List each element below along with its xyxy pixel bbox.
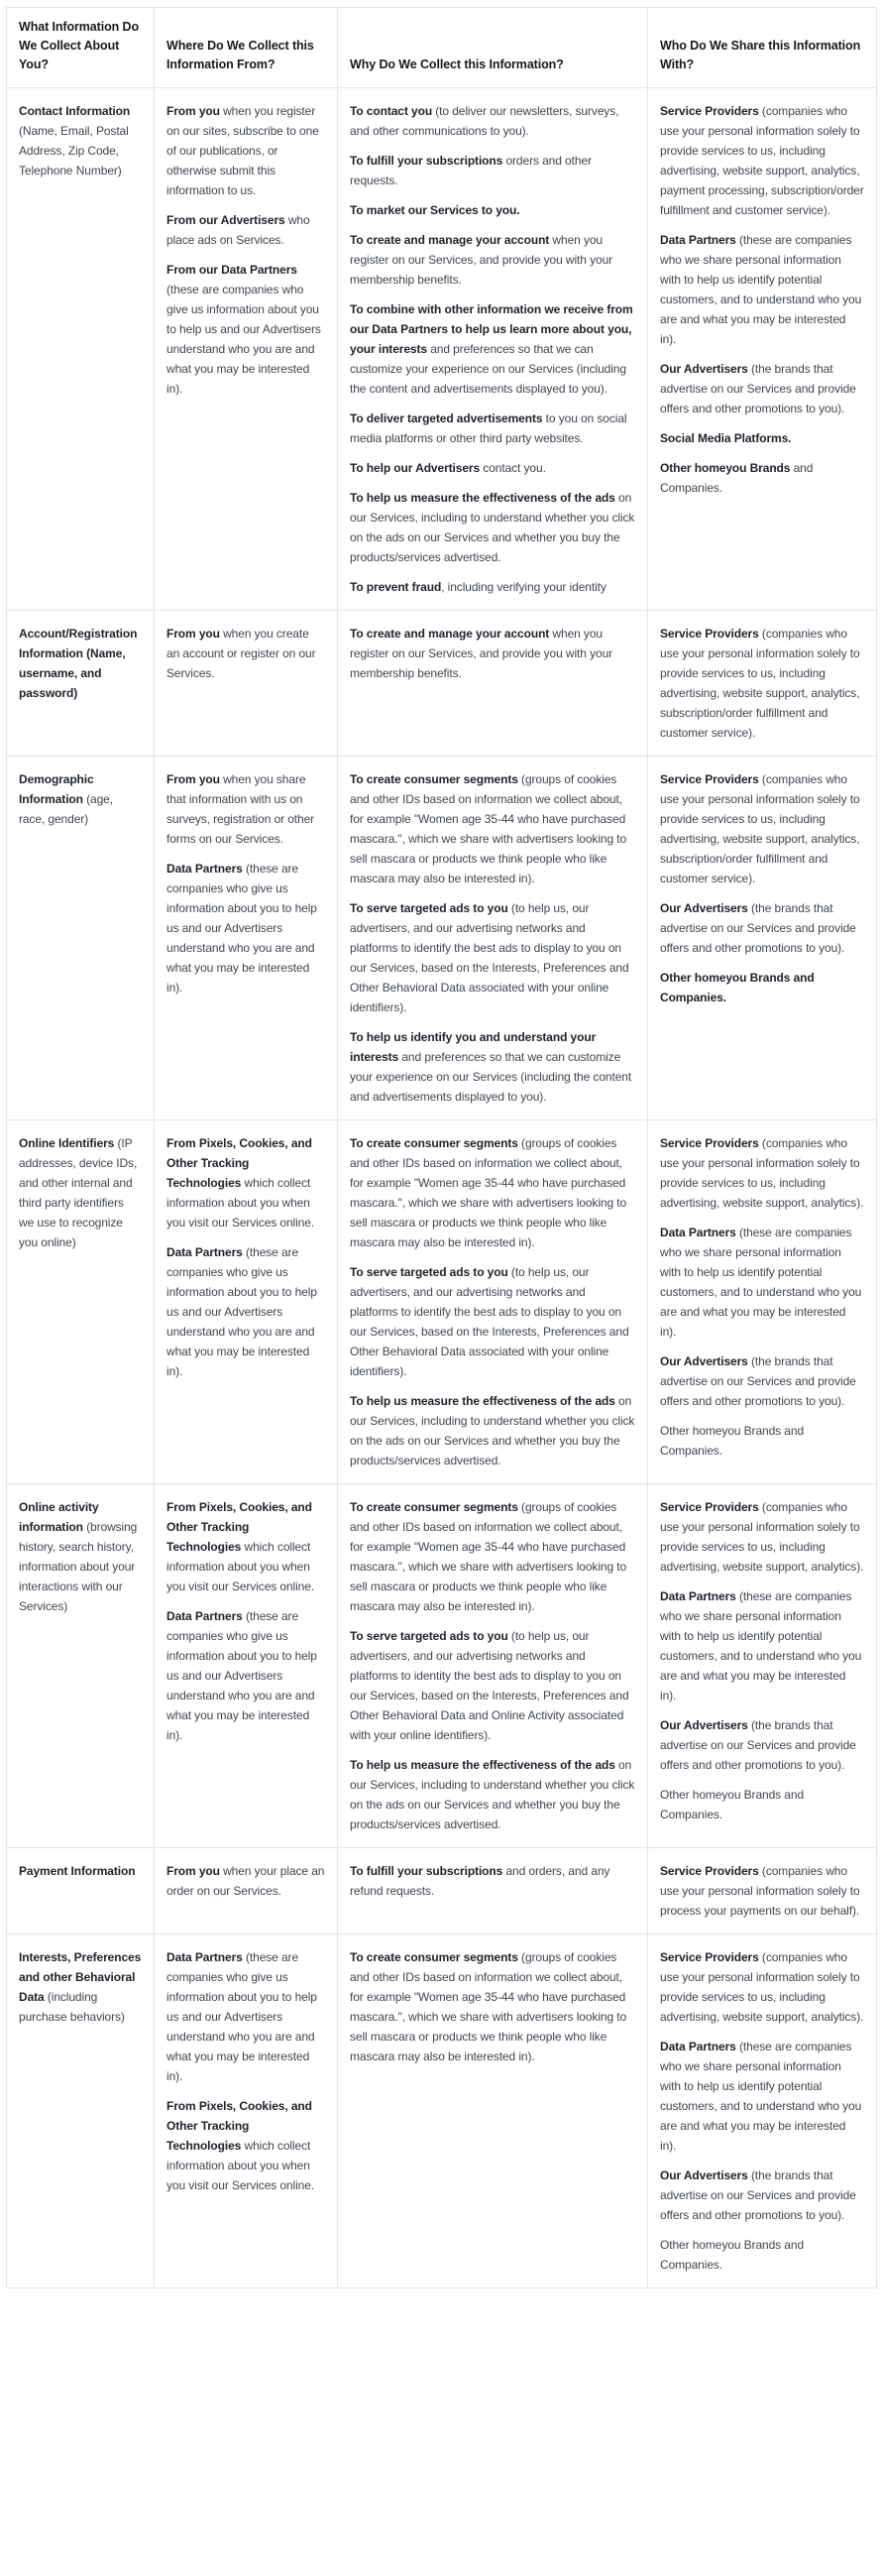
text-run: (to help us, our advertisers, and our advertising networks and platforms to identify the best ads to display to you on our Services, based on the Interests, Preferences and Other Behavioral Data associated with your online identifiers). bbox=[350, 1265, 629, 1378]
bold-text-run: To deliver targeted advertisements bbox=[350, 411, 543, 425]
column-header-who-we-share-with: Who Do We Share this Information With? bbox=[648, 8, 877, 88]
bold-text-run: Service Providers bbox=[660, 1950, 759, 1964]
shared-with-cell bbox=[648, 88, 877, 611]
cell-paragraph bbox=[660, 1497, 864, 1577]
data-collection-table bbox=[6, 7, 877, 2288]
cell-paragraph bbox=[350, 1626, 635, 1745]
bold-text-run: To help us identify you and understand your interests bbox=[350, 1030, 597, 1064]
cell-paragraph bbox=[350, 458, 635, 478]
bold-text-run: From you bbox=[166, 627, 220, 641]
bold-text-run: Service Providers bbox=[660, 1864, 759, 1878]
bold-text-run: Account/Registration Information (Name, username, and password) bbox=[19, 627, 138, 700]
bold-text-run: From Pixels, Cookies, and Other Tracking Technologies bbox=[166, 1136, 312, 1190]
cell-paragraph bbox=[19, 624, 142, 703]
bold-text-run: Data Partners bbox=[660, 1589, 736, 1603]
bold-text-run: Contact Information bbox=[19, 104, 131, 118]
text-run: (companies who use your personal information solely to provide services to us, including advertising, website support, analytics). bbox=[660, 1500, 864, 1574]
bold-text-run: Service Providers bbox=[660, 627, 759, 641]
purpose-cell bbox=[338, 1120, 648, 1484]
cell-paragraph bbox=[166, 1242, 325, 1381]
cell-paragraph bbox=[166, 1497, 325, 1596]
cell-paragraph bbox=[660, 230, 864, 349]
text-run: (groups of cookies and other IDs based on information we collect about, for example "Women age 35-44 who have purchased mascara.", which we share with advertisers looking to sell mascara or products we think people who like mascara may also be interested in). bbox=[350, 1950, 627, 2063]
column-header-why-we-collect: Why Do We Collect this Information? bbox=[338, 8, 648, 88]
cell-paragraph bbox=[350, 101, 635, 141]
text-run: (companies who use your personal information solely to provide services to us, including advertising, website support, analytics). bbox=[660, 1136, 864, 1210]
text-run: (these are companies who give us information about you to help us and our Advertisers understand who you are and what you may be interested in). bbox=[166, 862, 317, 995]
cell-paragraph bbox=[660, 2235, 864, 2275]
text-run: (these are companies who we share personal information with to help us identify potential customers, and to understand who you are and what you may be interested in). bbox=[660, 1589, 862, 1702]
text-run: on our Services, including to understand whether you click on the ads on our Services and whether you buy the products/services advertised. bbox=[350, 1394, 635, 1467]
table-header bbox=[7, 8, 877, 88]
cell-paragraph bbox=[166, 1606, 325, 1745]
text-run: (these are companies who give us information about you to help us and our Advertisers understand who you are and what you may be interested in). bbox=[166, 1950, 317, 2083]
text-run: (companies who use your personal information solely to provide services to us, including advertising, website support, analytics, subscription/order fulfillment and customer service). bbox=[660, 627, 860, 740]
cell-paragraph bbox=[166, 859, 325, 997]
bold-text-run: From you bbox=[166, 104, 220, 118]
cell-paragraph bbox=[166, 101, 325, 200]
text-run: (Name, Email, Postal Address, Zip Code, Telephone Number) bbox=[19, 124, 129, 177]
bold-text-run: Social Media Platforms. bbox=[660, 431, 792, 445]
shared-with-cell bbox=[648, 1120, 877, 1484]
bold-text-run: To create consumer segments bbox=[350, 1500, 518, 1514]
bold-text-run: From you bbox=[166, 1864, 220, 1878]
bold-text-run: From Pixels, Cookies, and Other Tracking Technologies bbox=[166, 1500, 312, 1554]
cell-paragraph bbox=[350, 299, 635, 399]
text-run: on our Services, including to understand whether you click on the ads on our Services and whether you buy the products/services advertised. bbox=[350, 1758, 635, 1831]
text-run: Other homeyou Brands and Companies. bbox=[660, 2238, 805, 2272]
cell-paragraph bbox=[350, 1947, 635, 2066]
bold-text-run: To create consumer segments bbox=[350, 1136, 518, 1150]
bold-text-run: Other homeyou Brands and Companies. bbox=[660, 971, 815, 1004]
cell-paragraph bbox=[660, 624, 864, 743]
cell-paragraph bbox=[19, 1947, 142, 2027]
cell-paragraph bbox=[660, 1223, 864, 1342]
text-run: (groups of cookies and other IDs based on information we collect about, for example "Women age 35-44 who have purchased mascara.", which we share with advertisers looking to sell mascara or products we think people who like mascara may also be interested in). bbox=[350, 772, 627, 885]
bold-text-run: Our Advertisers bbox=[660, 2168, 748, 2182]
text-run: which collect information about you when you visit our Services online. bbox=[166, 2139, 315, 2192]
collected-from-cell bbox=[155, 757, 338, 1120]
bold-text-run: Data Partners bbox=[166, 862, 243, 876]
bold-text-run: To contact you bbox=[350, 104, 433, 118]
purpose-cell bbox=[338, 1484, 648, 1848]
information-collected-cell bbox=[7, 757, 155, 1120]
purpose-cell bbox=[338, 757, 648, 1120]
cell-paragraph bbox=[350, 577, 635, 597]
table-row bbox=[7, 611, 877, 757]
bold-text-run: Data Partners bbox=[166, 1245, 243, 1259]
bold-text-run: Our Advertisers bbox=[660, 362, 748, 376]
cell-paragraph bbox=[350, 898, 635, 1017]
text-run: (companies who use your personal information solely to process your payments on our behalf). bbox=[660, 1864, 860, 1918]
shared-with-cell bbox=[648, 611, 877, 757]
cell-paragraph bbox=[350, 1391, 635, 1470]
cell-paragraph bbox=[660, 968, 864, 1007]
cell-paragraph bbox=[166, 1947, 325, 2086]
text-run: (groups of cookies and other IDs based on information we collect about, for example "Women age 35-44 who have purchased mascara.", which we share with advertisers looking to sell mascara or products we think people who like mascara may also be interested in). bbox=[350, 1136, 627, 1249]
cell-paragraph bbox=[660, 1715, 864, 1775]
cell-paragraph bbox=[350, 624, 635, 683]
bold-text-run: To serve targeted ads to you bbox=[350, 1265, 508, 1279]
bold-text-run: To market our Services to you. bbox=[350, 203, 520, 217]
cell-paragraph bbox=[350, 1262, 635, 1381]
text-run: Other homeyou Brands and Companies. bbox=[660, 1788, 805, 1821]
bold-text-run: Other homeyou Brands bbox=[660, 461, 791, 475]
cell-paragraph bbox=[660, 1785, 864, 1824]
bold-text-run: To fulfill your subscriptions bbox=[350, 1864, 503, 1878]
bold-text-run: From our Advertisers bbox=[166, 213, 285, 227]
text-run: and preferences so that we can customize your experience on our Services (including the content and advertisements displayed to you). bbox=[350, 342, 626, 396]
text-run: orders and other requests. bbox=[350, 154, 592, 187]
text-run: which collect information about you when you visit our Services online. bbox=[166, 1176, 315, 1229]
table-row bbox=[7, 88, 877, 611]
bold-text-run: Service Providers bbox=[660, 772, 759, 786]
cell-paragraph bbox=[660, 428, 864, 448]
table-body bbox=[7, 88, 877, 2288]
text-run: (these are companies who we share personal information with to help us identify potential customers, and to understand who you are and what you may be interested in). bbox=[660, 233, 862, 346]
bold-text-run: Data Partners bbox=[660, 233, 736, 247]
shared-with-cell bbox=[648, 1934, 877, 2288]
cell-paragraph bbox=[660, 458, 864, 498]
text-run: (these are companies who we share personal information with to help us identify potential customers, and to understand who you are and what you may be interested in). bbox=[660, 1226, 862, 1339]
text-run: (companies who use your personal information solely to provide services to us, including advertising, website support, analytics, subscription/order fulfillment and customer service). bbox=[660, 772, 860, 885]
collected-from-cell bbox=[155, 611, 338, 757]
purpose-cell bbox=[338, 611, 648, 757]
text-run: when you register on our sites, subscribe to one of our publications, or otherwise submit this information to us. bbox=[166, 104, 319, 197]
bold-text-run: To fulfill your subscriptions bbox=[350, 154, 503, 168]
cell-paragraph bbox=[19, 1861, 142, 1881]
cell-paragraph bbox=[19, 1133, 142, 1252]
text-run: when you register on our Services, and provide you with your membership benefits. bbox=[350, 627, 613, 680]
text-run: (the brands that advertise on our Services and provide offers and other promotions to you). bbox=[660, 901, 856, 955]
bold-text-run: Data Partners bbox=[166, 1950, 243, 1964]
cell-paragraph bbox=[660, 101, 864, 220]
cell-paragraph bbox=[350, 1755, 635, 1834]
text-run: (age, race, gender) bbox=[19, 792, 113, 826]
information-collected-cell bbox=[7, 611, 155, 757]
cell-paragraph bbox=[660, 898, 864, 958]
cell-paragraph bbox=[660, 1421, 864, 1461]
bold-text-run: To help our Advertisers bbox=[350, 461, 481, 475]
table-row bbox=[7, 757, 877, 1120]
cell-paragraph bbox=[350, 488, 635, 567]
cell-paragraph bbox=[19, 101, 142, 180]
purpose-cell bbox=[338, 88, 648, 611]
collected-from-cell bbox=[155, 1848, 338, 1934]
text-run: when you create an account or register on our Services. bbox=[166, 627, 316, 680]
text-run: (to help us, our advertisers, and our advertising networks and platforms to identity the best ads to display to you on our Services, based on the Interests, Preferences and Other Behavioral Data and Online Activity associated with your online identifiers). bbox=[350, 1629, 629, 1742]
cell-paragraph bbox=[660, 769, 864, 888]
text-run: (the brands that advertise on our Services and provide offers and other promotions to you). bbox=[660, 362, 856, 415]
bold-text-run: To help us measure the effectiveness of the ads bbox=[350, 491, 615, 505]
information-collected-cell bbox=[7, 1848, 155, 1934]
cell-paragraph bbox=[166, 1133, 325, 1232]
text-run: on our Services, including to understand whether you click on the ads on our Services and whether you buy the products/services advertised. bbox=[350, 491, 635, 564]
cell-paragraph bbox=[660, 359, 864, 418]
cell-paragraph bbox=[350, 151, 635, 190]
cell-paragraph bbox=[19, 1497, 142, 1616]
bold-text-run: From Pixels, Cookies, and Other Tracking Technologies bbox=[166, 2099, 312, 2153]
bold-text-run: To serve targeted ads to you bbox=[350, 901, 508, 915]
text-run: (these are companies who give us information about you to help us and our Advertisers understand who you are and what you may be interested in). bbox=[166, 1245, 317, 1378]
cell-paragraph bbox=[350, 409, 635, 448]
bold-text-run: Service Providers bbox=[660, 104, 759, 118]
text-run: , including verifying your identity bbox=[441, 580, 606, 594]
bold-text-run: To create and manage your account bbox=[350, 627, 550, 641]
information-collected-cell bbox=[7, 1934, 155, 2288]
text-run: (to deliver our newsletters, surveys, and other communications to you). bbox=[350, 104, 619, 138]
bold-text-run: From you bbox=[166, 772, 220, 786]
purpose-cell bbox=[338, 1934, 648, 2288]
bold-text-run: Online Identifiers bbox=[19, 1136, 115, 1150]
information-collected-cell bbox=[7, 1120, 155, 1484]
cell-paragraph bbox=[350, 200, 635, 220]
collected-from-cell bbox=[155, 1934, 338, 2288]
text-run: (the brands that advertise on our Services and provide offers and other promotions to you). bbox=[660, 1354, 856, 1408]
bold-text-run: Data Partners bbox=[660, 1226, 736, 1239]
bold-text-run: To serve targeted ads to you bbox=[350, 1629, 508, 1643]
cell-paragraph bbox=[350, 1861, 635, 1901]
cell-paragraph bbox=[350, 1497, 635, 1616]
bold-text-run: To combine with other information we receive from our Data Partners to help us learn more about you, your interests bbox=[350, 302, 633, 356]
bold-text-run: To help us measure the effectiveness of the ads bbox=[350, 1758, 615, 1772]
text-run: when your place an order on our Services. bbox=[166, 1864, 325, 1898]
text-run: (to help us, our advertisers, and our advertising networks and platforms to identify the best ads to display to you on our Services, based on the Interests, Preferences and Other Behavioral Data associated with your online identifiers). bbox=[350, 901, 629, 1014]
cell-paragraph bbox=[660, 1133, 864, 1213]
text-run: (the brands that advertise on our Services and provide offers and other promotions to you). bbox=[660, 2168, 856, 2222]
text-run: (companies who use your personal information solely to provide services to us, including advertising, website support, analytics, payment processing, subscription/order fulfillment and customer service). bbox=[660, 104, 864, 217]
text-run: and orders, and any refund requests. bbox=[350, 1864, 610, 1898]
cell-paragraph bbox=[660, 2166, 864, 2225]
bold-text-run: To create and manage your account bbox=[350, 233, 550, 247]
shared-with-cell bbox=[648, 1848, 877, 1934]
table-row bbox=[7, 1484, 877, 1848]
cell-paragraph bbox=[660, 1351, 864, 1411]
text-run: (the brands that advertise on our Services and provide offers and other promotions to you). bbox=[660, 1718, 856, 1772]
bold-text-run: From our Data Partners bbox=[166, 263, 297, 277]
bold-text-run: Online activity information bbox=[19, 1500, 99, 1534]
cell-paragraph bbox=[166, 624, 325, 683]
cell-paragraph bbox=[660, 1861, 864, 1921]
bold-text-run: Demographic Information bbox=[19, 772, 94, 806]
collected-from-cell bbox=[155, 1120, 338, 1484]
bold-text-run: Our Advertisers bbox=[660, 1718, 748, 1732]
bold-text-run: Our Advertisers bbox=[660, 1354, 748, 1368]
text-run: (browsing history, search history, information about your interactions with our Services) bbox=[19, 1520, 138, 1613]
shared-with-cell bbox=[648, 757, 877, 1120]
text-run: (these are companies who give us information about you to help us and our Advertisers understand who you are and what you may be interested in). bbox=[166, 1609, 317, 1742]
cell-paragraph bbox=[19, 769, 142, 829]
collected-from-cell bbox=[155, 88, 338, 611]
text-run: (companies who use your personal information solely to provide services to us, including advertising, website support, analytics). bbox=[660, 1950, 864, 2024]
text-run: when you register on our Services, and provide you with your membership benefits. bbox=[350, 233, 613, 287]
cell-paragraph bbox=[166, 1861, 325, 1901]
bold-text-run: To create consumer segments bbox=[350, 772, 518, 786]
bold-text-run: To create consumer segments bbox=[350, 1950, 518, 1964]
collected-from-cell bbox=[155, 1484, 338, 1848]
cell-paragraph bbox=[660, 1586, 864, 1705]
text-run: when you share that information with us on surveys, registration or other forms on our Services. bbox=[166, 772, 315, 846]
cell-paragraph bbox=[166, 769, 325, 849]
cell-paragraph bbox=[166, 260, 325, 399]
text-run: and preferences so that we can customize your experience on our Services (including the content and advertisements displayed to you). bbox=[350, 1050, 632, 1104]
bold-text-run: Data Partners bbox=[166, 1609, 243, 1623]
text-run: (including purchase behaviors) bbox=[19, 1990, 125, 2024]
bold-text-run: To help us measure the effectiveness of the ads bbox=[350, 1394, 615, 1408]
cell-paragraph bbox=[166, 210, 325, 250]
text-run: (these are companies who give us information about you to help us and our Advertisers understand who you are and what you may be interested in). bbox=[166, 283, 321, 396]
shared-with-cell bbox=[648, 1484, 877, 1848]
bold-text-run: Interests, Preferences and other Behavioral Data bbox=[19, 1950, 142, 2004]
bold-text-run: Our Advertisers bbox=[660, 901, 748, 915]
bold-text-run: Service Providers bbox=[660, 1136, 759, 1150]
text-run: (groups of cookies and other IDs based on information we collect about, for example "Women age 35-44 who have purchased mascara.", which we share with advertisers looking to sell mascara or products we think people who like mascara may also be interested in). bbox=[350, 1500, 627, 1613]
bold-text-run: Service Providers bbox=[660, 1500, 759, 1514]
cell-paragraph bbox=[350, 230, 635, 290]
cell-paragraph bbox=[350, 769, 635, 888]
bold-text-run: Payment Information bbox=[19, 1864, 136, 1878]
cell-paragraph bbox=[350, 1027, 635, 1107]
information-collected-cell bbox=[7, 88, 155, 611]
bold-text-run: Data Partners bbox=[660, 2040, 736, 2053]
text-run: contact you. bbox=[480, 461, 546, 475]
table-row bbox=[7, 1120, 877, 1484]
text-run: which collect information about you when you visit our Services online. bbox=[166, 1540, 315, 1593]
text-run: to you on social media platforms or other third party websites. bbox=[350, 411, 627, 445]
table-row bbox=[7, 1848, 877, 1934]
cell-paragraph bbox=[166, 2096, 325, 2195]
table-row bbox=[7, 1934, 877, 2288]
bold-text-run: To prevent fraud bbox=[350, 580, 442, 594]
table-header-row bbox=[7, 8, 877, 88]
information-collected-cell bbox=[7, 1484, 155, 1848]
text-run: Other homeyou Brands and Companies. bbox=[660, 1424, 805, 1458]
text-run: and Companies. bbox=[660, 461, 814, 495]
text-run: who place ads on Services. bbox=[166, 213, 310, 247]
cell-paragraph bbox=[660, 2037, 864, 2156]
purpose-cell bbox=[338, 1848, 648, 1934]
column-header-where-collected-from: Where Do We Collect this Information From? bbox=[155, 8, 338, 88]
column-header-what-we-collect: What Information Do We Collect About You? bbox=[7, 8, 155, 88]
cell-paragraph bbox=[350, 1133, 635, 1252]
cell-paragraph bbox=[660, 1947, 864, 2027]
text-run: (IP addresses, device IDs, and other internal and third party identifiers we use to recognize you online) bbox=[19, 1136, 138, 1249]
text-run: (these are companies who we share personal information with to help us identify potential customers, and to understand who you are and what you may be interested in). bbox=[660, 2040, 862, 2153]
